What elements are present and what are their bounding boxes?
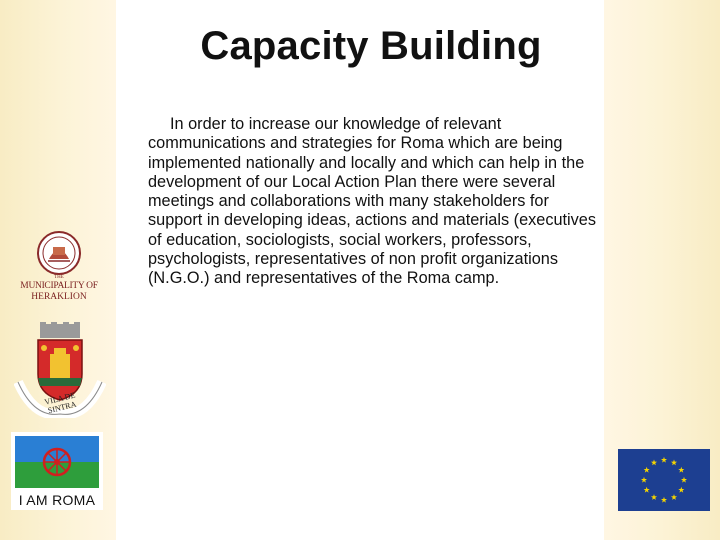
slide-body-text: In order to increase our knowledge of relevant communications and strategies for Roma which are being implemented nationally and locally and which can help in the development of our Local Action Plan there were several meetings and collaborations with many stakeholders for support in developing ideas, actions and materials (executives of education, sociologists, social workers, professors, psychologists, representatives of non profit organizations (N.G.O.) and representatives of the Roma camp. [148, 115, 596, 288]
eu-flag-icon [618, 449, 710, 511]
vila-de-sintra-coat-of-arms [14, 322, 106, 418]
i-am-roma-logo [11, 432, 103, 510]
slide-title: Capacity Building [200, 24, 542, 68]
slide-body-paragraph [148, 115, 598, 289]
heraklion-label-line1: MUNICIPALITY OF [20, 281, 98, 291]
roma-flag-icon [15, 436, 99, 488]
roma-label: I AM ROMA [18, 492, 96, 508]
municipality-of-heraklion-logo [18, 229, 100, 303]
eu-flag-logo [618, 449, 710, 511]
heraklion-label-line2: HERAKLION [31, 292, 87, 302]
sintra-motto: VILA DE SINTRA [43, 390, 78, 416]
heraklion-seal-icon [18, 229, 100, 279]
heraklion-label-top: THE [54, 275, 64, 280]
